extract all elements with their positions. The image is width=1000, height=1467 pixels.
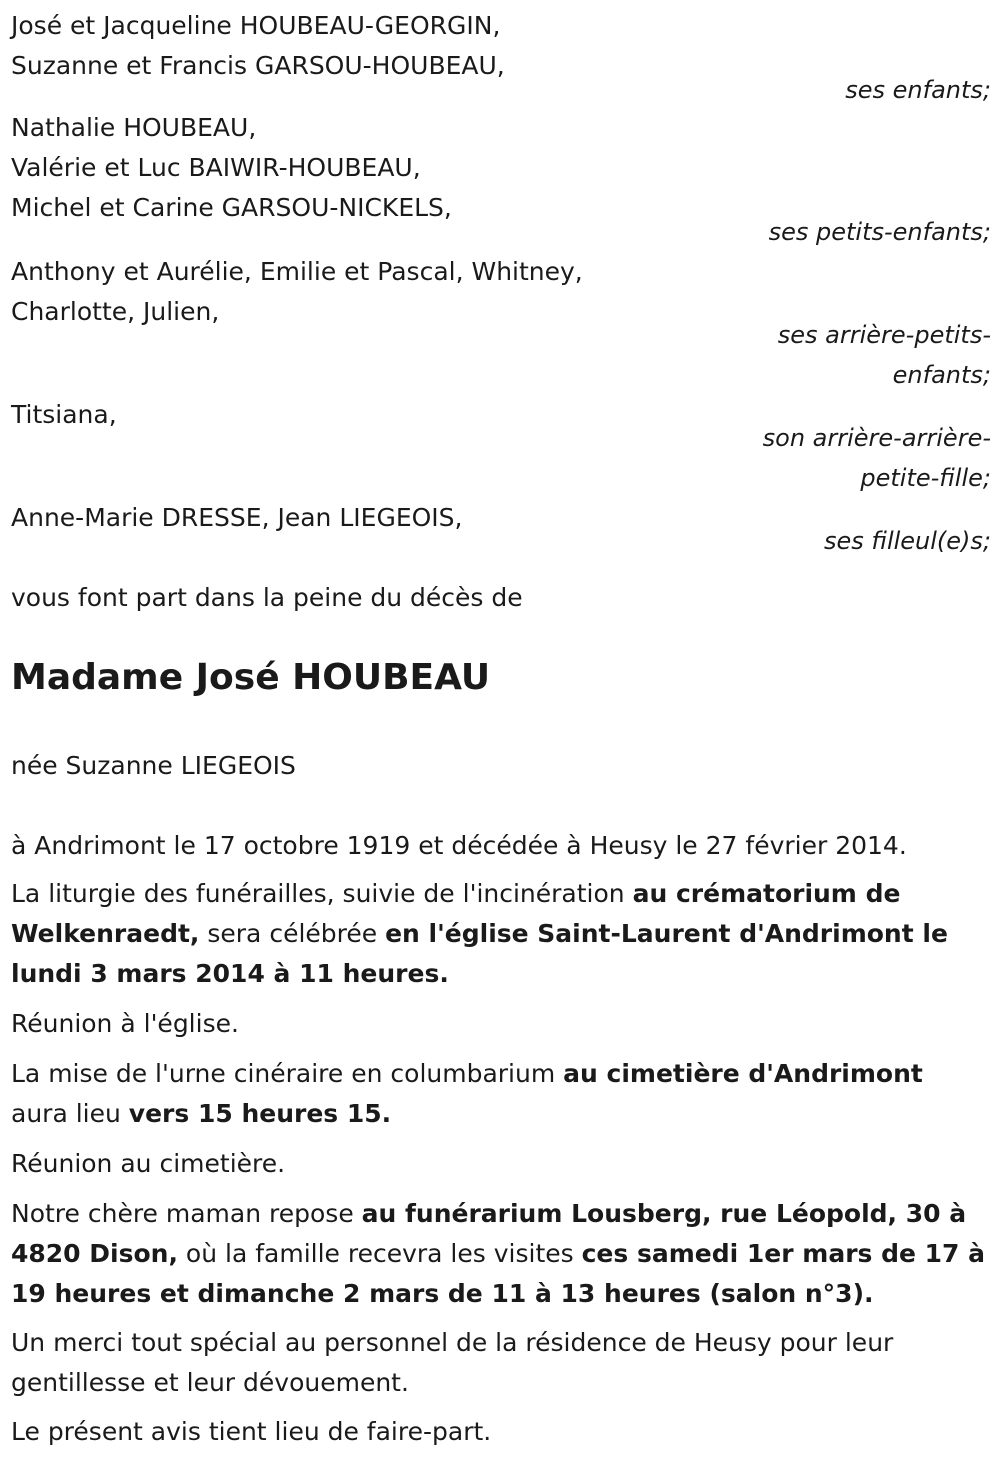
intro-text: vous font part dans la peine du décès de — [11, 583, 523, 612]
life-dates: à Andrimont le 17 octobre 1919 et décédée à Heusy le 27 février 2014. — [11, 831, 907, 860]
family-line: José et Jacqueline HOUBEAU-GEORGIN, — [11, 11, 501, 40]
relation-label: ses petits-enfants; — [768, 218, 991, 246]
text-bold: au crématorium de Welkenraedt, — [11, 879, 901, 948]
church-gathering-paragraph: Réunion à l'église. — [11, 1009, 239, 1038]
family-line: Titsiana, — [11, 400, 117, 429]
family-line: Valérie et Luc BAIWIR-HOUBEAU, — [11, 153, 421, 182]
text: aura lieu — [11, 1099, 129, 1128]
relation-label — [391, 418, 991, 498]
text: où la famille recevra les visites — [177, 1239, 582, 1268]
cemetery-gathering-paragraph: Réunion au cimetière. — [11, 1149, 286, 1178]
family-line: Michel et Carine GARSOU-NICKELS, — [11, 193, 452, 222]
text: La liturgie des funérailles, suivie de l'incinération — [11, 879, 633, 908]
grandchildren-block — [11, 108, 991, 228]
funeral-paragraph — [11, 874, 956, 994]
family-line: Anthony et Aurélie, Emilie et Pascal, Whitney, — [11, 257, 583, 286]
urn-paragraph — [11, 1054, 986, 1134]
text: sera célébrée — [199, 919, 386, 948]
relation-label: ses enfants; — [845, 76, 991, 104]
text-bold: en l'église Saint-Laurent d'Andrimont le lundi 3 mars 2014 à 11 heures. — [11, 919, 948, 988]
text-bold: au cimetière d'Andrimont — [563, 1059, 923, 1088]
thanks-paragraph: Un merci tout spécial au personnel de la résidence de Heusy pour leur gentillesse et leur dévouement. — [11, 1328, 894, 1397]
relation-label: ses filleul(e)s; — [824, 527, 991, 555]
visitation-paragraph — [11, 1194, 986, 1314]
relation-label-line: ses arrière-petits- — [777, 321, 991, 349]
family-line: Anne-Marie DRESSE, Jean LIEGEOIS, — [11, 503, 463, 532]
text: Notre chère maman repose — [11, 1199, 362, 1228]
text-bold: au funérarium Lousberg, rue Léopold, 30 à 4820 Dison, — [11, 1199, 967, 1268]
deceased-name: Madame José HOUBEAU — [11, 657, 491, 698]
family-line: Nathalie HOUBEAU, — [11, 113, 257, 142]
relation-label-line: petite-fille; — [860, 464, 991, 492]
text: La mise de l'urne cinéraire en columbarium — [11, 1059, 564, 1088]
relation-label-line: son arrière-arrière- — [762, 424, 991, 452]
birth-name: née Suzanne LIEGEOIS — [11, 751, 296, 780]
notice-paragraph: Le présent avis tient lieu de faire-part. — [11, 1417, 492, 1446]
family-line: Charlotte, Julien, — [11, 297, 220, 326]
text-bold: ces samedi 1er mars de 17 à 19 heures et dimanche 2 mars de 11 à 13 heures (salon n°3). — [11, 1239, 986, 1308]
family-line: Suzanne et Francis GARSOU-HOUBEAU, — [11, 51, 505, 80]
relation-label — [391, 315, 991, 395]
text-bold: vers 15 heures 15. — [128, 1099, 392, 1128]
relation-label-line: enfants; — [892, 361, 991, 389]
